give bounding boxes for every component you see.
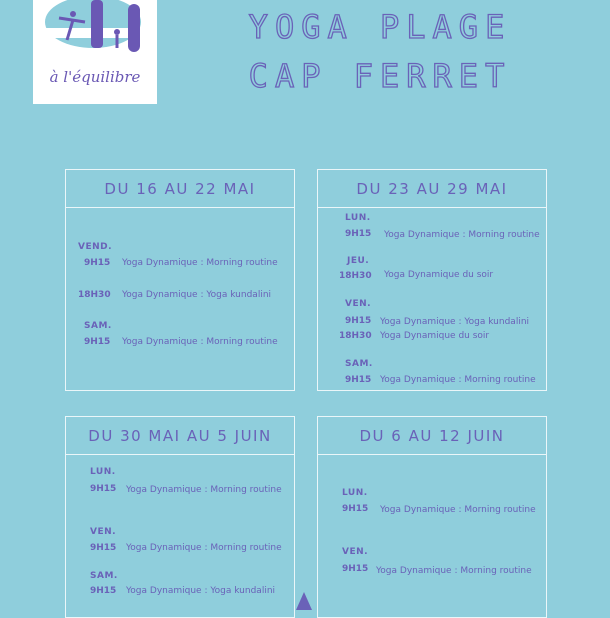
day-label: SAM. [90, 571, 118, 581]
session-time: 9H15 [84, 337, 111, 347]
week-header: DU 30 MAI AU 5 JUIN [66, 417, 294, 455]
session-time: 9H15 [342, 564, 369, 574]
day-label: VEN. [342, 547, 369, 557]
session-time: 9H15 [345, 316, 372, 326]
title-line-2: CAP FERRET [248, 57, 512, 95]
title-line-1: YOGA PLAGE [248, 8, 512, 46]
day-label: SAM. [345, 359, 373, 369]
session-time: 18H30 [78, 290, 111, 300]
week-card-4 [317, 416, 547, 618]
day-label: VEN. [345, 299, 372, 309]
triangle-decoration-icon [296, 592, 312, 610]
session-time: 9H15 [345, 375, 372, 385]
day-label: LUN. [90, 467, 116, 477]
session-class: Yoga Dynamique du soir [384, 270, 494, 280]
logo-text: à l'équilibre [49, 68, 141, 86]
session-class: Yoga Dynamique : Yoga kundalini [380, 317, 530, 327]
session-time: 9H15 [90, 484, 117, 494]
session-class: Yoga Dynamique : Morning routine [126, 485, 282, 495]
session-time: 9H15 [345, 229, 372, 239]
session-class: Yoga Dynamique : Morning routine [376, 566, 532, 576]
session-class: Yoga Dynamique : Morning routine [122, 258, 278, 268]
day-label: LUN. [342, 488, 368, 498]
week-header: DU 6 AU 12 JUIN [318, 417, 546, 455]
session-class: Yoga Dynamique : Yoga kundalini [126, 586, 276, 596]
day-label: JEU. [347, 256, 370, 266]
day-label: VEN. [90, 527, 117, 537]
week-card-1 [65, 169, 295, 391]
session-class: Yoga Dynamique : Yoga kundalini [122, 290, 272, 300]
session-time: 18H30 [339, 331, 372, 341]
session-class: Yoga Dynamique : Morning routine [122, 337, 278, 347]
session-class: Yoga Dynamique : Morning routine [126, 543, 282, 553]
day-label: LUN. [345, 213, 371, 223]
week-card-3 [65, 416, 295, 618]
session-time: 9H15 [342, 504, 369, 514]
session-class: Yoga Dynamique : Morning routine [384, 230, 540, 240]
session-time: 9H15 [84, 258, 111, 268]
yoga-logo-icon [33, 0, 157, 104]
session-class: Yoga Dynamique du soir [380, 331, 490, 341]
week-header: DU 16 AU 22 MAI [66, 170, 294, 208]
session-class: Yoga Dynamique : Morning routine [380, 375, 536, 385]
day-label: VEND. [78, 242, 113, 252]
session-class: Yoga Dynamique : Morning routine [380, 505, 536, 515]
session-time: 9H15 [90, 543, 117, 553]
session-time: 9H15 [90, 586, 117, 596]
week-card-2 [317, 169, 547, 391]
week-header: DU 23 AU 29 MAI [318, 170, 546, 208]
day-label: SAM. [84, 321, 112, 331]
session-time: 18H30 [339, 271, 372, 281]
logo [33, 0, 157, 104]
